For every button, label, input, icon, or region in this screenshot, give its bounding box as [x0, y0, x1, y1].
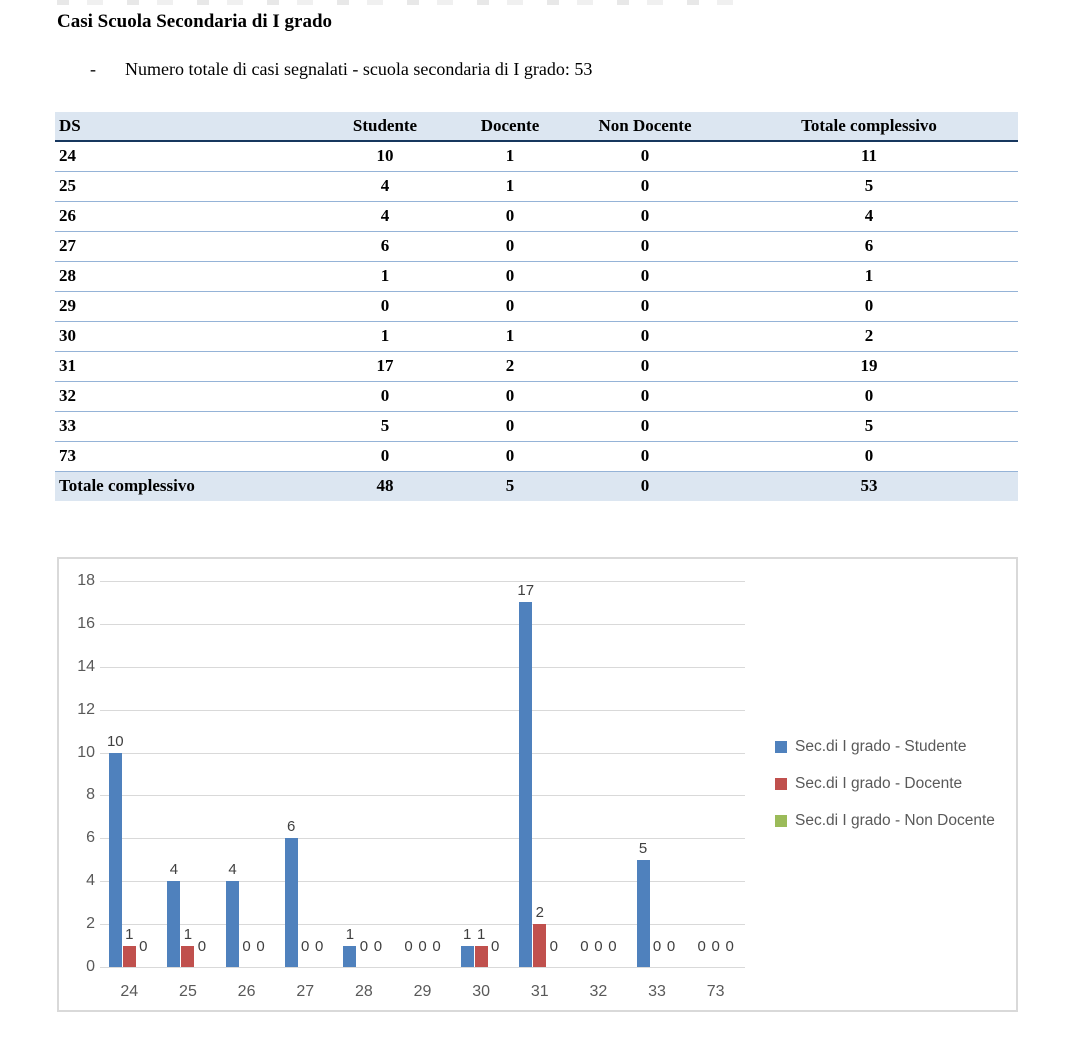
x-axis-label: 24	[120, 983, 139, 1000]
data-label: 0	[373, 938, 383, 955]
data-label: 0	[197, 938, 207, 955]
table-cell: 0	[320, 381, 450, 411]
data-label: 1	[476, 925, 486, 943]
bullet-marker: -	[90, 59, 96, 79]
data-label: 4	[169, 861, 179, 879]
table-header-totale-complessivo: Totale complessivo	[720, 112, 1018, 141]
table-cell: 0	[320, 441, 450, 471]
data-label: 17	[517, 582, 535, 600]
x-axis-label: 73	[706, 983, 725, 1000]
table-cell: 10	[320, 141, 450, 171]
data-label: 0	[432, 938, 441, 955]
table-row	[55, 291, 1018, 321]
table-cell: 0	[720, 381, 1018, 411]
y-axis-label: 10	[77, 743, 95, 761]
table-header-row	[55, 112, 1018, 141]
table-cell: 0	[450, 411, 570, 441]
data-label: 0	[139, 938, 148, 955]
table-cell: 0	[570, 321, 720, 351]
table-cell: 5	[320, 411, 450, 441]
chart-legend	[775, 739, 995, 850]
x-axis-label: 33	[648, 983, 666, 1000]
table-total-row	[55, 471, 1018, 501]
data-label: 6	[287, 818, 296, 836]
data-label: 0	[301, 938, 310, 955]
data-label: 0	[359, 938, 369, 955]
data-label: 0	[580, 938, 589, 955]
legend-swatch-sec-di-i-grado-docente	[775, 778, 787, 790]
x-axis-label: 31	[530, 983, 549, 1000]
table-cell: 0	[450, 291, 570, 321]
data-label: 0	[652, 938, 662, 955]
legend-label: Sec.di I grado - Docente	[795, 775, 963, 792]
table-cell: 53	[720, 471, 1018, 501]
data-label: 5	[638, 839, 648, 857]
table-row	[55, 261, 1018, 291]
data-label: 1	[125, 925, 134, 943]
table-cell: 5	[720, 411, 1018, 441]
table-cell: 4	[320, 201, 450, 231]
table-row	[55, 231, 1018, 261]
gridline	[100, 581, 745, 582]
table-cell: 27	[55, 231, 320, 261]
table-cell: 0	[720, 291, 1018, 321]
table-cell: 5	[450, 471, 570, 501]
data-label: 1	[183, 925, 193, 943]
table-cell: 0	[570, 471, 720, 501]
table-cell: 73	[55, 441, 320, 471]
table-cell: 4	[320, 171, 450, 201]
table-cell: 19	[720, 351, 1018, 381]
table-cell: 30	[55, 321, 320, 351]
cropped-text-remnant	[57, 0, 757, 5]
bullet-text: Numero totale di casi segnalati - scuola secondaria di I grado: 53	[125, 59, 593, 79]
x-axis-label: 27	[296, 983, 315, 1000]
table-row	[55, 201, 1018, 231]
table-cell: 0	[570, 201, 720, 231]
x-axis-label: 32	[589, 983, 608, 1000]
table-cell: 4	[720, 201, 1018, 231]
table-cell: 32	[55, 381, 320, 411]
gridline	[100, 967, 745, 968]
bar-sec-di-i-grado-studente	[167, 881, 180, 967]
table-cell: 0	[570, 171, 720, 201]
table-cell: 6	[720, 231, 1018, 261]
table-cell: 28	[55, 261, 320, 291]
table-row	[55, 321, 1018, 351]
table-cell: 0	[570, 381, 720, 411]
table-cell: 0	[570, 351, 720, 381]
y-axis-label: 4	[86, 872, 95, 890]
table-cell: 0	[450, 261, 570, 291]
table-cell: 1	[320, 321, 450, 351]
table-cell: 25	[55, 171, 320, 201]
table-cell: 24	[55, 141, 320, 171]
table-cell: 1	[450, 141, 570, 171]
table-cell: 33	[55, 411, 320, 441]
y-axis-label: 0	[86, 958, 95, 975]
table-cell: 0	[570, 231, 720, 261]
table-cell: 0	[570, 291, 720, 321]
table-cell: 0	[570, 411, 720, 441]
x-axis-label: 29	[413, 983, 432, 1000]
y-axis-label: 14	[77, 657, 95, 675]
table-row	[55, 441, 1018, 471]
table-cell: 0	[570, 441, 720, 471]
data-label: 0	[315, 938, 324, 955]
gridline	[100, 710, 745, 711]
data-label: 0	[711, 938, 720, 955]
table-row	[55, 351, 1018, 381]
page-title: Casi Scuola Secondaria di I grado	[57, 11, 333, 32]
table-cell: 48	[320, 471, 450, 501]
table-row	[55, 171, 1018, 201]
data-label: 1	[345, 925, 355, 943]
legend-swatch-sec-di-i-grado-non-docente	[775, 815, 787, 827]
legend-item	[775, 776, 995, 792]
table-cell: 1	[450, 171, 570, 201]
y-axis-label: 12	[77, 700, 95, 718]
table-row	[55, 411, 1018, 441]
x-axis-label: 25	[179, 983, 197, 1000]
data-label: 2	[535, 904, 544, 922]
data-label: 10	[106, 732, 124, 750]
data-label: 0	[242, 938, 251, 955]
table-header	[55, 112, 1018, 141]
gridline	[100, 795, 745, 796]
legend-swatch-sec-di-i-grado-studente	[775, 741, 787, 753]
table-cell: 29	[55, 291, 320, 321]
x-axis-label: 30	[472, 983, 491, 1000]
table-cell: 2	[450, 351, 570, 381]
data-label: 0	[594, 938, 603, 955]
data-label: 0	[725, 938, 734, 955]
data-label: 1	[462, 925, 472, 943]
table-cell: 5	[720, 171, 1018, 201]
bar-chart	[57, 557, 1018, 1012]
data-label: 0	[697, 938, 706, 955]
table-cell: 0	[450, 231, 570, 261]
table-cell: 0	[450, 381, 570, 411]
data-label: 0	[549, 938, 558, 955]
table-cell: 1	[450, 321, 570, 351]
table-cell: 1	[320, 261, 450, 291]
x-axis-label: 26	[237, 983, 256, 1000]
table-cell: 0	[570, 261, 720, 291]
data-label: 0	[490, 938, 500, 955]
cases-table	[55, 112, 1018, 501]
table-cell: 0	[570, 141, 720, 171]
table-body	[55, 141, 1018, 501]
table-row	[55, 141, 1018, 171]
x-axis-label: 28	[354, 983, 373, 1000]
table-cell: 1	[720, 261, 1018, 291]
table-cell: 31	[55, 351, 320, 381]
table-cell: Totale complessivo	[55, 471, 320, 501]
gridline	[100, 624, 745, 625]
y-axis-label: 8	[86, 786, 95, 804]
y-axis-label: 18	[77, 572, 95, 589]
data-label: 0	[666, 938, 676, 955]
data-label: 4	[228, 861, 237, 879]
table-cell: 6	[320, 231, 450, 261]
data-label: 0	[404, 938, 413, 955]
table-cell: 11	[720, 141, 1018, 171]
table-cell: 0	[450, 201, 570, 231]
gridline	[100, 753, 745, 754]
table-cell: 17	[320, 351, 450, 381]
table-cell: 26	[55, 201, 320, 231]
data-label: 0	[608, 938, 617, 955]
data-label: 0	[418, 938, 427, 955]
gridline	[100, 667, 745, 668]
table-header-docente: Docente	[450, 112, 570, 141]
y-axis-label: 6	[86, 829, 95, 847]
y-axis-label: 2	[86, 915, 95, 933]
legend-item	[775, 813, 995, 829]
table-cell: 2	[720, 321, 1018, 351]
legend-item	[775, 739, 995, 755]
legend-label: Sec.di I grado - Non Docente	[795, 812, 995, 829]
table-row	[55, 381, 1018, 411]
table-cell: 0	[320, 291, 450, 321]
table-cell: 0	[720, 441, 1018, 471]
y-axis-label: 16	[77, 614, 95, 632]
data-label: 0	[256, 938, 265, 955]
table-cell: 0	[450, 441, 570, 471]
bar-sec-di-i-grado-studente	[461, 946, 474, 967]
bullet-item	[90, 59, 592, 80]
table-header-studente: Studente	[320, 112, 450, 141]
legend-label: Sec.di I grado - Studente	[795, 738, 967, 755]
table-header-ds: DS	[55, 112, 320, 141]
table-header-non-docente: Non Docente	[570, 112, 720, 141]
